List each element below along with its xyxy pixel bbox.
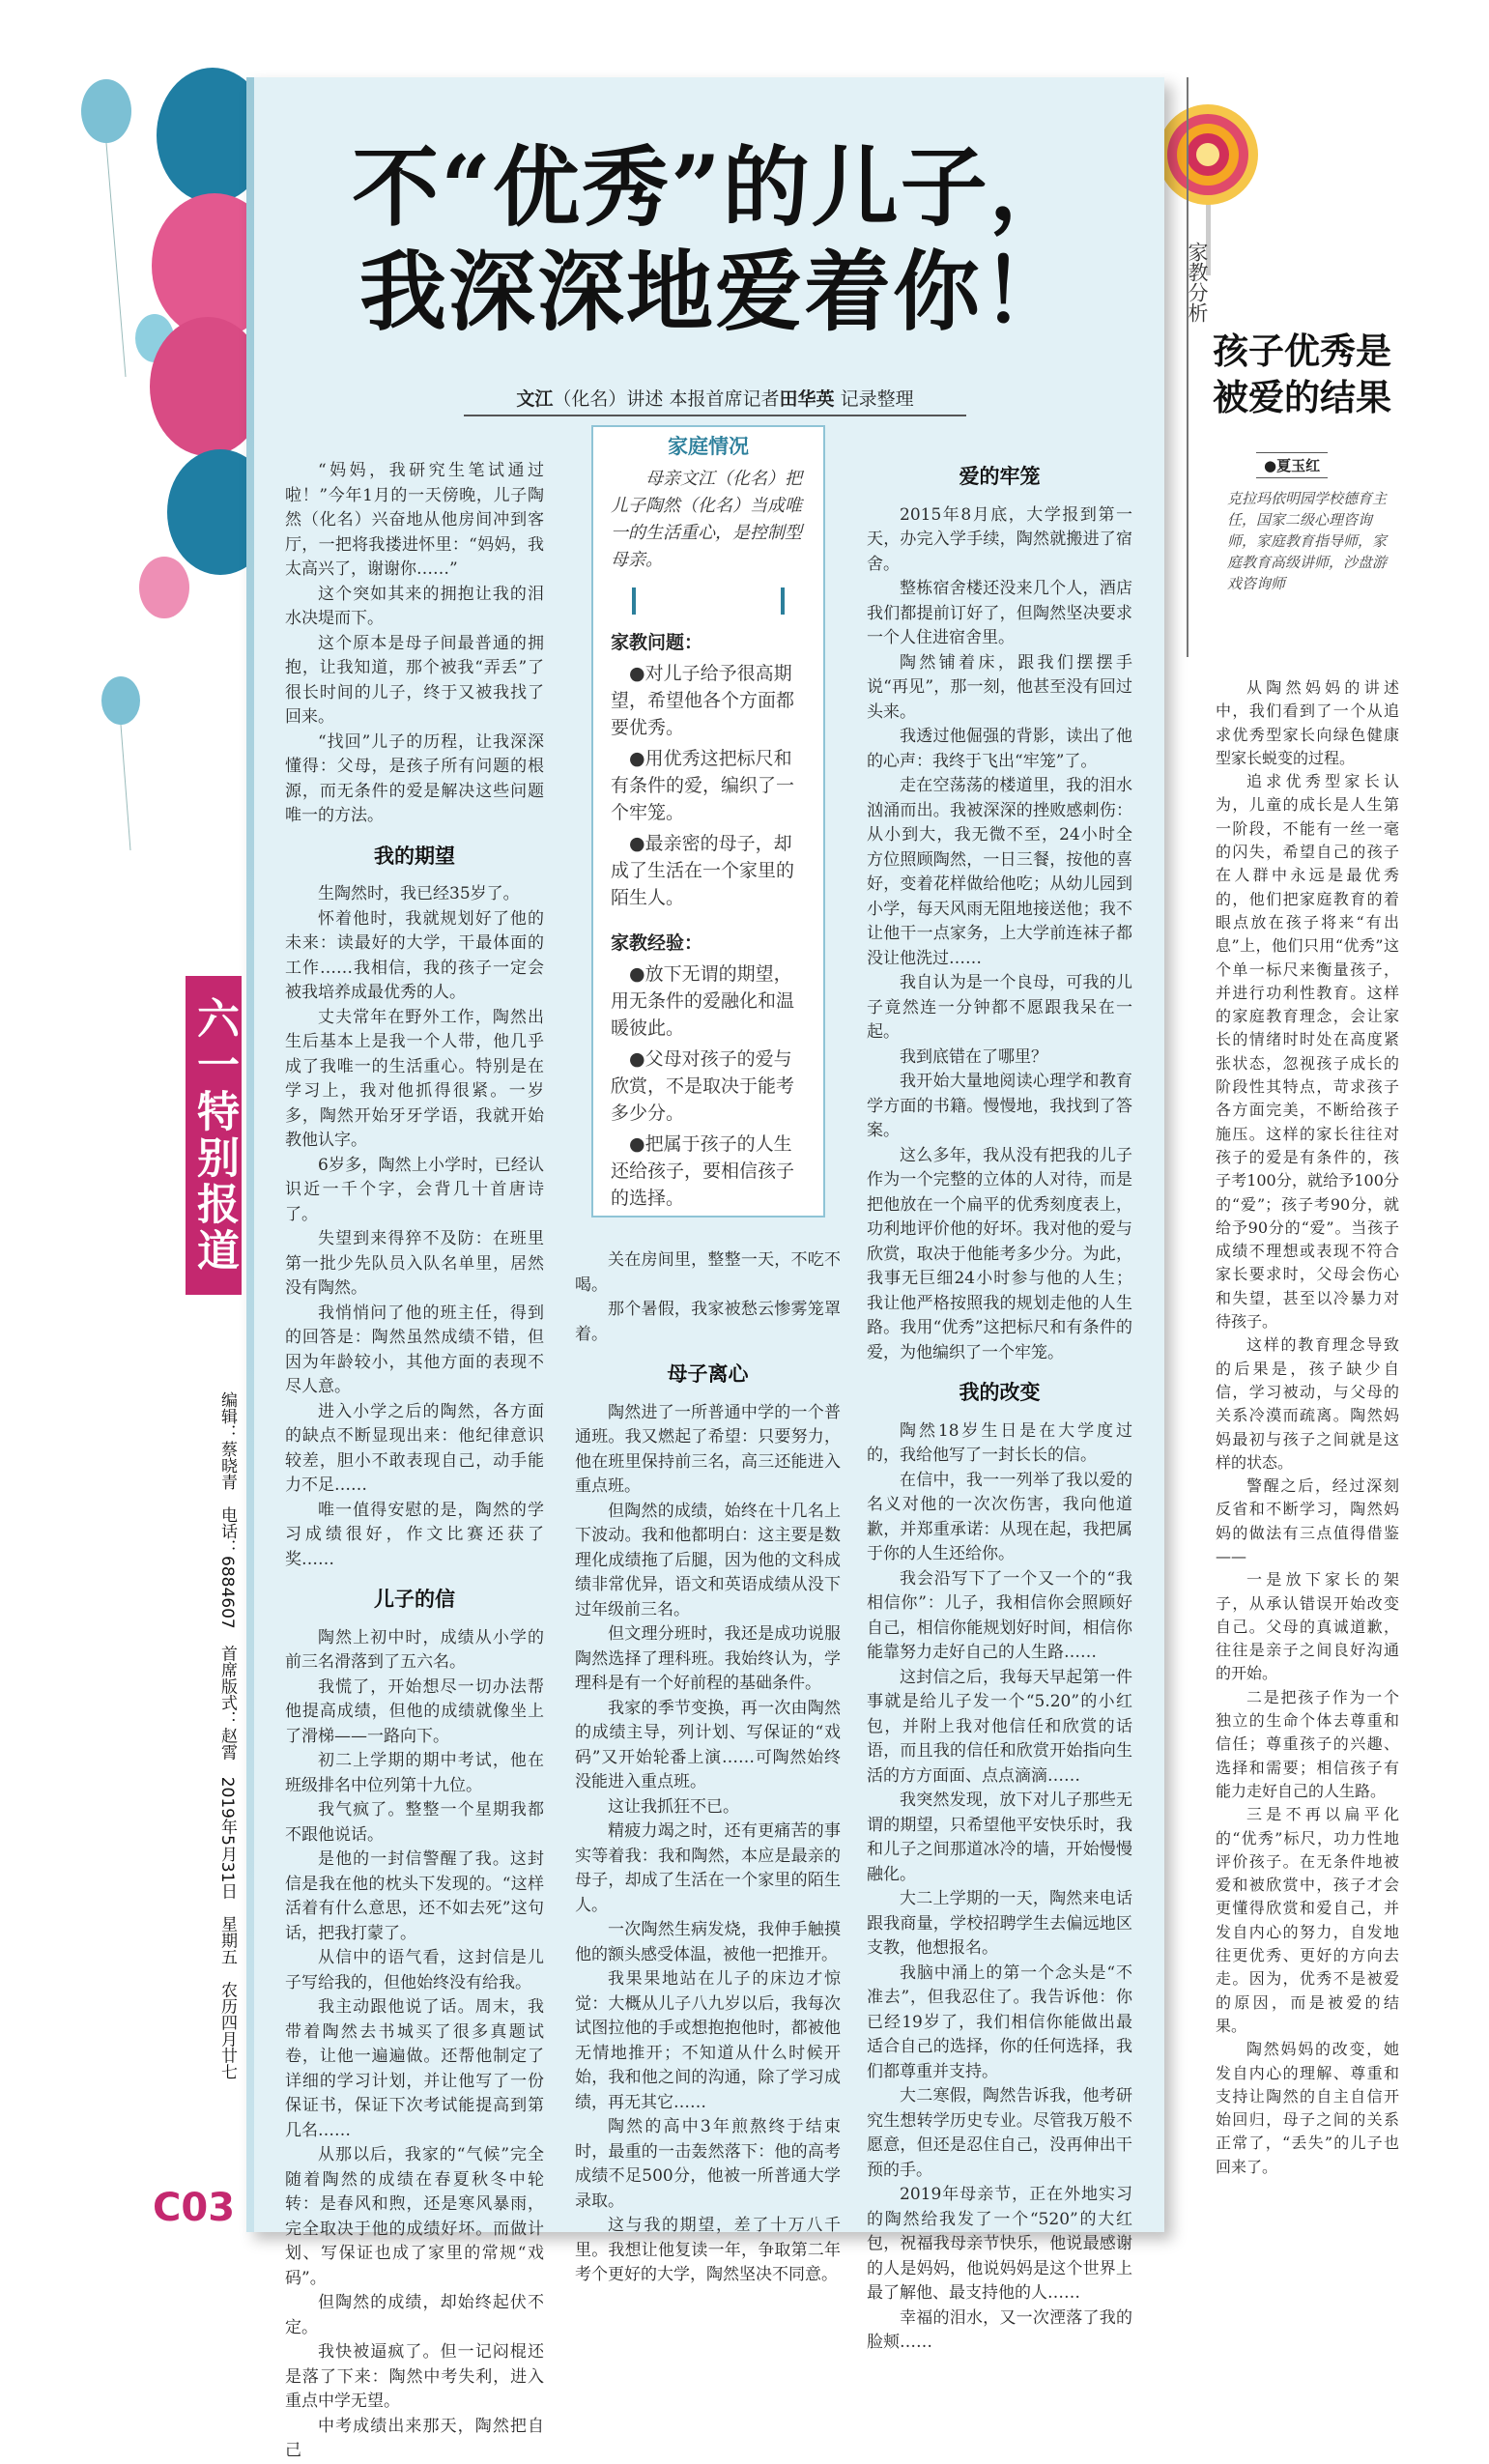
paragraph: 我到底错在了哪里？ xyxy=(900,1046,1047,1067)
paragraph: 二是把孩子作为一个独立的生命个体去尊重和信任；尊重孩子的兴趣、选择和需要；相信孩子有能力走好自己的人生路。 xyxy=(1216,1687,1399,1800)
paragraph: 中考成绩出来那天，陶然把自己 xyxy=(285,2416,544,2460)
sidebar-body xyxy=(1216,676,1399,2179)
paragraph: 我自认为是一个良母，可我的儿子竟然连一分钟都不愿跟我呆在一起。 xyxy=(867,973,1132,1042)
paragraph: 这个突如其来的拥抱让我的泪水决堤而下。 xyxy=(285,584,544,628)
paragraph: 我开始大量地阅读心理学和教育学方面的书籍。慢慢地，我找到了答案。 xyxy=(867,1072,1132,1140)
paragraph: 追求优秀型家长认为，儿童的成长是人生第一阶段，不能有一丝一毫的闪失，希望自己的孩子在人群中永远是最优秀的，他们把家庭教育的着眼点放在孩子将来“有出息”上，他们只用“优秀”这个单一标尺来衡量孩子，并进行功利性教育。这样的家庭教育理念，会让家长的情绪时时处在高度紧张状态，忽视孩子成长的阶段性其特点，苛求孩子各方面完美，不断给孩子施压。这样的家长往往对孩子的爱是有条件的，孩子考100分，就给予100分的“爱”；孩子考90分，就给予90分的“爱”。当孩子成绩不理想或表现不符合家长要求时，父母会伤心和失望，甚至以冷暴力对待孩子。 xyxy=(1216,772,1399,1332)
paragraph: 从信中的语气看，这封信是儿子写给我的，但他始终没有给我。 xyxy=(285,1948,544,1992)
subheading: 爱的牢笼 xyxy=(959,465,1041,488)
paragraph: 但陶然的成绩，始终在十几名上下波动。我和他都明白：这主要是数理化成绩拖了后腿，因为他的文科成绩非常优异，语文和英语成绩从没下过年级前三名。 xyxy=(575,1501,841,1619)
paragraph: 我透过他倔强的背影，读出了他的心声：我终于飞出“牢笼”了。 xyxy=(867,727,1132,771)
paragraph: 我会沿写下了一个又一个的“我相信你”：儿子，我相信你会照顾好自己，相信你能规划好时间，相信你能靠努力走好自己的人生路…… xyxy=(867,1568,1132,1662)
family-info-box xyxy=(591,425,825,1218)
paragraph: 走在空荡荡的楼道里，我的泪水汹涌而出。我被深深的挫败感刺伤：从小到大，我无微不至，24小时全方位照顾陶然，一日三餐，按他的喜好，变着花样做给他吃；从幼儿园到小学，每天风雨无阻地接送他；我不让他干一点家务，上大学前连袜子都没让他洗过…… xyxy=(867,776,1132,968)
paragraph: 这样的教育理念导致的后果是，孩子缺少自信，学习被动，与父母的关系冷漠而疏离。陶然妈妈最初与孩子之间就是这样的状态。 xyxy=(1216,1335,1399,1472)
box-list-item: ●对儿子给予很高期望，希望他各个方面都要优秀。 xyxy=(611,663,795,738)
subheading: 我的期望 xyxy=(374,844,455,868)
paragraph: 幸福的泪水，又一次湮落了我的脸颊…… xyxy=(867,2307,1132,2352)
paragraph: 我悄悄问了他的班主任，得到的回答是：陶然虽然成绩不错，但因为年龄较小，其他方面的表现不尽人意。 xyxy=(285,1303,544,1396)
paragraph: 大二上学期的一天，陶然来电话跟我商量，学校招聘学生去偏远地区支教，他想报名。 xyxy=(867,1889,1132,1958)
box-list-item: ●父母对孩子的爱与欣赏，不是取决于能考多少分。 xyxy=(611,1048,795,1124)
box-title: 家庭情况 xyxy=(668,435,749,458)
paragraph: 丈夫常年在野外工作，陶然出生后基本上是我一个人带，他几乎成了我唯一的生活重心。特别是在学习上，我对他抓得很紧。一岁多，陶然开始牙牙学语，我就开始教他认字。 xyxy=(285,1007,544,1150)
paragraph: “妈妈，我研究生笔试通过啦！”今年1月的一天傍晚，儿子陶然（化名）兴奋地从他房间冲到客厅，一把将我搂进怀里：“妈妈，我太高兴了，谢谢你……” xyxy=(285,461,544,579)
box-list-item: ●把属于孩子的人生还给孩子，要相信孩子的选择。 xyxy=(611,1133,795,1209)
paragraph: 关在房间里，整整一天，不吃不喝。 xyxy=(575,1250,841,1295)
paragraph: 这让我抓狂不已。 xyxy=(608,1796,739,1817)
paragraph: 我脑中涌上的第一个念头是“不准去”，但我忍住了。我告诉他：你已经19岁了，我们相信你能做出最适合自己的选择，你的任何选择，我们都尊重并支持。 xyxy=(867,1963,1132,2081)
paragraph: 是他的一封信警醒了我。这封信是我在他的枕头下发现的。“这样活着有什么意思，还不如去死”这句话，把我打蒙了。 xyxy=(285,1849,544,1943)
box-list-item: ●用优秀这把标尺和有条件的爱，编织了一个牢笼。 xyxy=(611,748,795,823)
paragraph: 警醒之后，经过深刻反省和不断学习，陶然妈妈的做法有三点值得借鉴—— xyxy=(1216,1476,1399,1565)
sidebar-title: 孩子优秀是 被爱的结果 xyxy=(1213,330,1391,418)
paragraph: 精疲力竭之时，还有更痛苦的事实等着我：我和陶然，本应是最亲的母子，却成了生活在一个家里的陌生人。 xyxy=(575,1821,841,1915)
paragraph: 这封信之后，我每天早起第一件事就是给儿子发一个“5.20”的小红包，并附上我对他信任和欣赏的话语，而且我的信任和欣赏开始指向生活的方方面面、点点滴滴…… xyxy=(867,1667,1132,1786)
byline: 文江（化名）讲述 本报首席记者田华英 记录整理 xyxy=(464,385,966,416)
sidebar-author: ●夏玉红 xyxy=(1256,452,1328,478)
paragraph: 我气疯了。整整一个星期我都不跟他说话。 xyxy=(285,1800,544,1845)
paragraph: 陶然铺着床，跟我们摆摆手说“再见”，那一刻，他甚至没有回过头来。 xyxy=(867,652,1132,722)
paragraph: “找回”儿子的历程，让我深深懂得：父母，是孩子所有问题的根源，而无条件的爱是解决这些问题唯一的方法。 xyxy=(285,731,544,825)
paragraph: 生陶然时，我已经35岁了。 xyxy=(318,884,520,903)
article-column-2 xyxy=(575,1248,841,2288)
paragraph: 在信中，我一一列举了我以爱的名义对他的一次次伤害，我向他道歉，并郑重承诺：从现在起，我把属于你的人生还给你。 xyxy=(867,1470,1132,1563)
paragraph: 陶然进了一所普通中学的一个普通班。我又燃起了希望：只要努力，他在班里保持前三名，高三还能进入重点班。 xyxy=(575,1402,841,1496)
subheading: 我的改变 xyxy=(959,1381,1041,1404)
paragraph: 那个暑假，我家被愁云惨雾笼罩着。 xyxy=(575,1300,841,1344)
balloon-icon xyxy=(101,676,140,725)
paragraph: 陶然的高中3年煎熬终于结束时，最重的一击轰然落下：他的高考成绩不足500分，他被一所普通大学录取。 xyxy=(575,2117,841,2211)
box-list-item: ●最亲密的母子，却成了生活在一个家里的陌生人。 xyxy=(611,833,795,908)
paragraph: 我快被逼疯了。但一记闷棍还是落了下来：陶然中考失利，进入重点中学无望。 xyxy=(285,2342,544,2411)
page-number: C03 xyxy=(153,2186,236,2230)
special-report-label: 六一特别报道 xyxy=(186,976,242,1295)
paragraph: 我家的季节变换，再一次由陶然的成绩主导，列计划、写保证的“戏码”又开始轮番上演……可陶然始终没能进入重点班。 xyxy=(575,1698,841,1791)
subheading: 母子离心 xyxy=(667,1362,749,1386)
headline: 不“优秀”的儿子， 我深深地爱着你！ xyxy=(352,136,1078,343)
subheading: 儿子的信 xyxy=(374,1588,455,1611)
paragraph: 陶然18岁生日是在大学度过的，我给他写了一封长长的信。 xyxy=(867,1420,1132,1465)
box-list-item: ●放下无谓的期望，用无条件的爱融化和温暖彼此。 xyxy=(611,963,795,1039)
paragraph: 2015年8月底，大学报到第一天，办完入学手续，陶然就搬进了宿舍。 xyxy=(867,504,1132,574)
paragraph: 从陶然妈妈的讲述中，我们看到了一个从追求优秀型家长向绿色健康型家长蜕变的过程。 xyxy=(1216,678,1399,767)
paragraph: 整栋宿舍楼还没来几个人，酒店我们都提前订好了，但陶然坚决要求一个人住进宿舍里。 xyxy=(867,579,1132,647)
balloon-icon xyxy=(139,557,189,618)
article-column-1 xyxy=(285,459,544,2464)
balloons-decoration xyxy=(68,58,251,850)
paragraph: 唯一值得安慰的是，陶然的学习成绩很好，作文比赛还获了奖…… xyxy=(285,1500,544,1569)
paragraph: 但文理分班时，我还是成功说服陶然选择了理科班。我始终认为，学理科是有一个好前程的基础条件。 xyxy=(575,1624,841,1693)
paragraph: 怀着他时，我就规划好了他的未来：读最好的大学，干最体面的工作……我相信，我的孩子一定会被我培养成最优秀的人。 xyxy=(285,908,544,1002)
paragraph: 陶然上初中时，成绩从小学的前三名滑落到了五六名。 xyxy=(285,1627,544,1672)
paragraph: 我果果地站在儿子的床边才惊觉：大概从儿子八九岁以后，我每次试图拉他的手或想抱抱他时，都被他无情地推开；不知道从什么时候开始，我和他之间的沟通，除了学习成绩，再无其它…… xyxy=(575,1969,841,2112)
paragraph: 一次陶然生病发烧，我伸手触摸他的额头感受体温，被他一把推开。 xyxy=(575,1920,841,1964)
paragraph: 但陶然的成绩，却始终起伏不定。 xyxy=(285,2293,544,2337)
paragraph: 2019年母亲节，正在外地实习的陶然给我发了一个“520”的大红包，祝福我母亲节快乐，他说最感谢的人是妈妈，他说妈妈是这个世界上最了解他、最支持他的人…… xyxy=(867,2185,1132,2303)
paragraph: 陶然妈妈的改变，她发自内心的理解、尊重和支持让陶然的自主自信开始回归，母子之间的关系正常了，“丢失”的儿子也回来了。 xyxy=(1216,2040,1399,2176)
problem-title: 家教问题： xyxy=(611,632,703,653)
paragraph: 我慌了，开始想尽一切办法帮他提高成绩，但他的成绩就像坐上了滑梯——一路向下。 xyxy=(285,1676,544,1746)
paragraph: 我突然发现，放下对儿子那些无谓的期望，只希望他平安快乐时，我和儿子之间那道冰冷的墙，开始慢慢融化。 xyxy=(867,1791,1132,1884)
paragraph: 从那以后，我家的“气候”完全随着陶然的成绩在春夏秋冬中轮转：是春风和煦，还是寒风暴雨，完全取决于他的成绩好坏。而做计划、写保证也成了家里的常规“戏码”。 xyxy=(285,2145,544,2288)
paragraph: 初二上学期的期中考试，他在班级排名中位列第十九位。 xyxy=(285,1751,544,1795)
paragraph: 进入小学之后的陶然，各方面的缺点不断显现出来：他纪律意识较差，胆小不敢表现自己，动手能力不足…… xyxy=(285,1401,544,1495)
paragraph: 这么多年，我从没有把我的儿子作为一个完整的立体的人对待，而是把他放在一个扁平的优秀刻度表上，功利地评价他的好坏。我对他的爱与欣赏，取决于他能考多少分。为此，我事无巨细24小时参与他的人生；我让他严格按照我的规划走他的人生路。我用“优秀”这把标尺和有条件的爱，为他编织了一个牢笼。 xyxy=(867,1145,1132,1362)
box-intro: 母亲文江（化名）把儿子陶然（化名）当成唯一的生活重心，是控制型母亲。 xyxy=(611,469,802,570)
paragraph: 6岁多，陶然上小学时，已经认识近一千个字，会背几十首唐诗了。 xyxy=(285,1155,544,1224)
paragraph: 我主动跟他说了话。周末，我带着陶然去书城买了很多真题试卷，让他一遍遍做。还帮他制定了详细的学习计划，并让他写了一份保证书，保证下次考试能提高到第几名…… xyxy=(285,1997,544,2140)
masthead-info: 编辑：蔡晓青 电话：6884607 首席版式：赵霄 2019年5月31日 星期五 农历四月廿七 xyxy=(217,1391,237,2080)
article-column-3 xyxy=(867,449,1132,2356)
balloon-icon xyxy=(81,79,131,143)
paragraph: 这与我的期望，差了十万八千里。我想让他复读一年，争取第二年考个更好的大学，陶然坚决不同意。 xyxy=(575,2216,841,2284)
sidebar-bio: 克拉玛依明园学校德育主任，国家二级心理咨询师，家庭教育指导师，家庭教育高级讲师，沙盘游戏咨询师 xyxy=(1227,490,1388,592)
paragraph: 失望到来得猝不及防：在班里第一批少先队员入队名单里，居然没有陶然。 xyxy=(285,1229,544,1298)
paragraph: 大二寒假，陶然告诉我，他考研究生想转学历史专业。尽管我万般不愿意，但还是忍住自己，没再伸出干预的手。 xyxy=(867,2086,1132,2180)
paragraph: 三是不再以扁平化的“优秀”标尺，功力性地评价孩子。在无条件地被爱和被欣赏中，孩子才会更懂得欣赏和爱自己，并发自内心的努力，自发地往更优秀、更好的方向去走。因为，优秀不是被爱的原因，而是被爱的结果。 xyxy=(1216,1805,1399,2035)
experience-title: 家教经验： xyxy=(611,932,703,954)
paragraph: 这个原本是母子间最普通的拥抱，让我知道，那个被我“弄丢”了很长时间的儿子，终于又被我找了回来。 xyxy=(285,633,544,727)
section-tag: 家教分析 xyxy=(1186,242,1209,323)
paragraph: 一是放下家长的架子，从承认错误开始改变自己。父母的真诚道歉，往往是亲子之间良好沟通的开始。 xyxy=(1216,1570,1399,1683)
